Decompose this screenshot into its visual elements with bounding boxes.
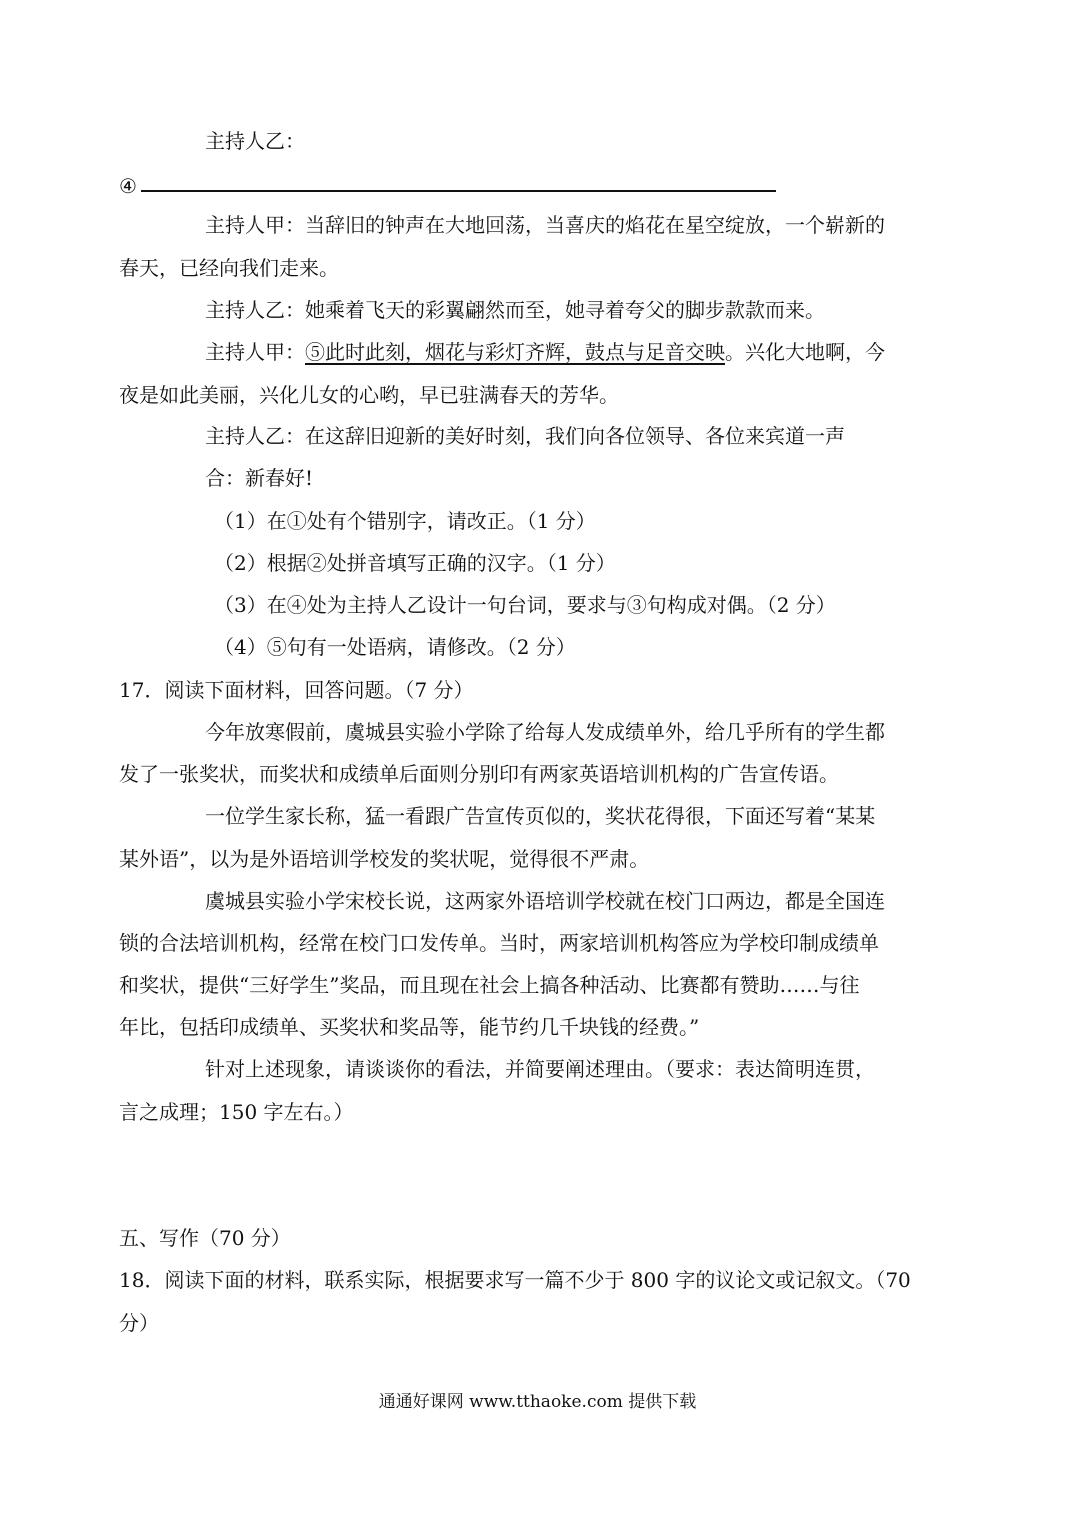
blank-marker: ④ [119,174,137,198]
dialogue-line-1a: 主持人甲：当辞旧的钟声在大地回荡，当喜庆的焰花在星空绽放，一个崭新的 [205,213,885,237]
dialogue-line-5: 合：新春好! [205,466,314,490]
q17-para3-line2: 锁的合法培训机构，经常在校门口发传单。当时，两家培训机构答应为学校印制成绩单 [119,931,879,955]
dialogue-line-1b: 春天，已经向我们走来。 [119,256,339,280]
dialogue-line-3b: 夜是如此美丽，兴化儿女的心哟，早已驻满春天的芳华。 [119,383,619,407]
dialogue-line-2: 主持人乙：她乘着飞天的彩翼翩然而至，她寻着夸父的脚步款款而来。 [205,298,825,322]
page-footer: 通通好课网 www.tthaoke.com 提供下载 [378,1392,697,1412]
host-b-label: 主持人乙： [205,129,305,153]
q17-para3-line4: 年比，包括印成绩单、买奖状和奖品等，能节约几千块钱的经费。” [119,1015,700,1039]
question-17-heading: 17．阅读下面材料，回答问题。（7 分） [119,678,474,702]
q17-para1-line1: 今年放寒假前，虞城县实验小学除了给每人发成绩单外，给几乎所有的学生都 [205,720,885,744]
question-16-3: （3）在④处为主持人乙设计一句台词，要求与③句构成对偶。（2 分） [214,593,836,617]
q17-para3-line3: 和奖状，提供“三好学生”奖品，而且现在社会上搞各种活动、比赛都有赞助……与往 [119,973,860,997]
q17-para3-line1: 虞城县实验小学宋校长说，这两家外语培训学校就在校门口两边，都是全国连 [205,889,885,913]
dialogue-line-3-suffix: 。兴化大地啊，今 [725,340,885,364]
dialogue-line-3-prefix: 主持人甲： [205,340,305,364]
dialogue-line-3a [205,340,885,364]
q17-para1-line2: 发了一张奖状，而奖状和成绩单后面则分别印有两家英语培训机构的广告宣传语。 [119,762,839,786]
q17-para4-line2: 言之成理；150 字左右。） [119,1100,354,1124]
section-5-heading: 五、写作（70 分） [119,1226,291,1250]
dialogue-line-4: 主持人乙：在这辞旧迎新的美好时刻，我们向各位领导、各位来宾道一声 [205,424,845,448]
question-18-line2: 分） [119,1311,159,1335]
question-16-4: （4）⑤句有一处语病，请修改。（2 分） [214,635,576,659]
question-16-2: （2）根据②处拼音填写正确的汉字。（1 分） [214,551,616,575]
question-18-line1: 18．阅读下面的材料，联系实际，根据要求写一篇不少于 800 字的议论文或记叙文。（70 [119,1268,911,1292]
q17-para2-line1: 一位学生家长称，猛一看跟广告宣传页似的，奖状花得很，下面还写着“某某 [205,804,876,828]
underlined-sentence-5: ⑤此时此刻，烟花与彩灯齐辉，鼓点与足音交映 [305,340,725,364]
q17-para4-line1: 针对上述现象，请谈谈你的看法，并简要阐述理由。（要求：表达简明连贯， [205,1057,875,1081]
answer-blank-line [141,190,776,192]
question-16-1: （1）在①处有个错别字，请改正。（1 分） [214,509,596,533]
q17-para2-line2: 某外语”，以为是外语培训学校发的奖状呢，觉得很不严肃。 [119,847,650,871]
